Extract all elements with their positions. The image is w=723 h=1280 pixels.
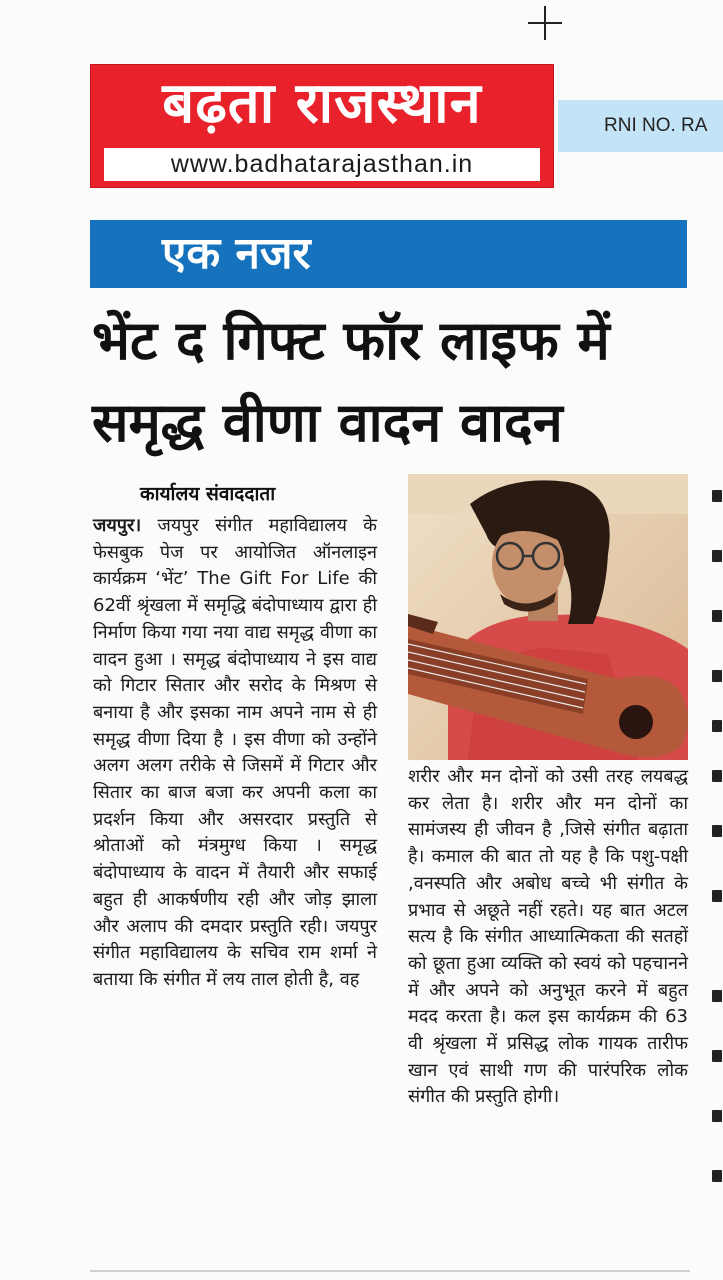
headline <box>92 300 712 464</box>
article-column-left <box>93 513 377 994</box>
bottom-rule <box>90 1270 690 1272</box>
article-photo <box>408 474 688 760</box>
article-text-left: जयपुर संगीत महाविद्यालय के फेसबुक पेज पर आयोजित ऑनलाइन कार्यक्रम ‘भेंट’ The Gift For Life की 62वीं श्रृंखला में समृद्धि बंदोपाध्याय द्वारा ही निर्माण किया गया नया वाद्य समृद्ध वीणा का वादन हुआ । समृद्ध बंदोपाध्याय ने इस वाद्य को गिटार सितार और सरोद के मिश्रण से बनाया है और इसका नाम अपने नाम से ही समृद्ध वीणा दिया है । इस वीणा को उन्होंने अलग अलग तरीके से जिसमें में गिटार और सितार का बाज बजा कर अपनी कला का प्रदर्शन किया और असरदार प्रस्तुति से श्रोताओं को मंत्रमुग्ध किया । समृद्ध बंदोपाध्याय के वादन में तैयारी और सफाई बहुत ही आकर्षणीय रही और जोड़ झाला और अलाप की दमदार प्रस्तुति रही। जयपुर संगीत महाविद्यालय के सचिव राम शर्मा ने बताया कि संगीत में लय ताल होती है, वह <box>93 515 377 990</box>
masthead <box>90 64 554 188</box>
musician-with-guitar-icon <box>408 474 688 760</box>
headline-line-2: समृद्ध वीणा वादन वादन <box>92 391 563 454</box>
crop-mark <box>528 6 562 40</box>
dateline: जयपुर। <box>93 515 142 536</box>
masthead-title: बढ़ता राजस्थान <box>162 71 482 136</box>
article-column-right: शरीर और मन दोनों को उसी तरह लयबद्ध कर लेता है। शरीर और मन दोनों का सामंजस्य ही जीवन है ,जिसे संगीत बढ़ाता है। कमाल की बात तो यह है कि पशु-पक्षी ,वनस्पति और अबोध बच्चे भी संगीत के प्रभाव से अछूते नहीं रहते। यह बात अटल सत्य है कि संगीत आध्यात्मिकता की सतहों को छूता हुआ व्यक्ति को स्वयं को पहचानने में और अपने को अनुभूत करने में बहुत मदद करता है। कल इस कार्यक्रम की 63 वी श्रृंखला में प्रसिद्ध लोक गायक तारीफ खान एवं साथी गण की पारंपरिक लोक संगीत की प्रस्तुति होगी। <box>408 766 688 1108</box>
byline: कार्यालय संवाददाता <box>140 483 276 505</box>
adjacent-column-edge <box>700 470 723 1270</box>
rni-number: RNI NO. RA <box>604 115 708 136</box>
rni-band <box>558 100 723 152</box>
masthead-url: www.badhatarajasthan.in <box>104 148 540 181</box>
headline-line-1: भेंट द गिफ्ट फॉर लाइफ में <box>92 309 610 372</box>
section-band <box>90 220 687 288</box>
section-label: एक नजर <box>162 228 311 279</box>
